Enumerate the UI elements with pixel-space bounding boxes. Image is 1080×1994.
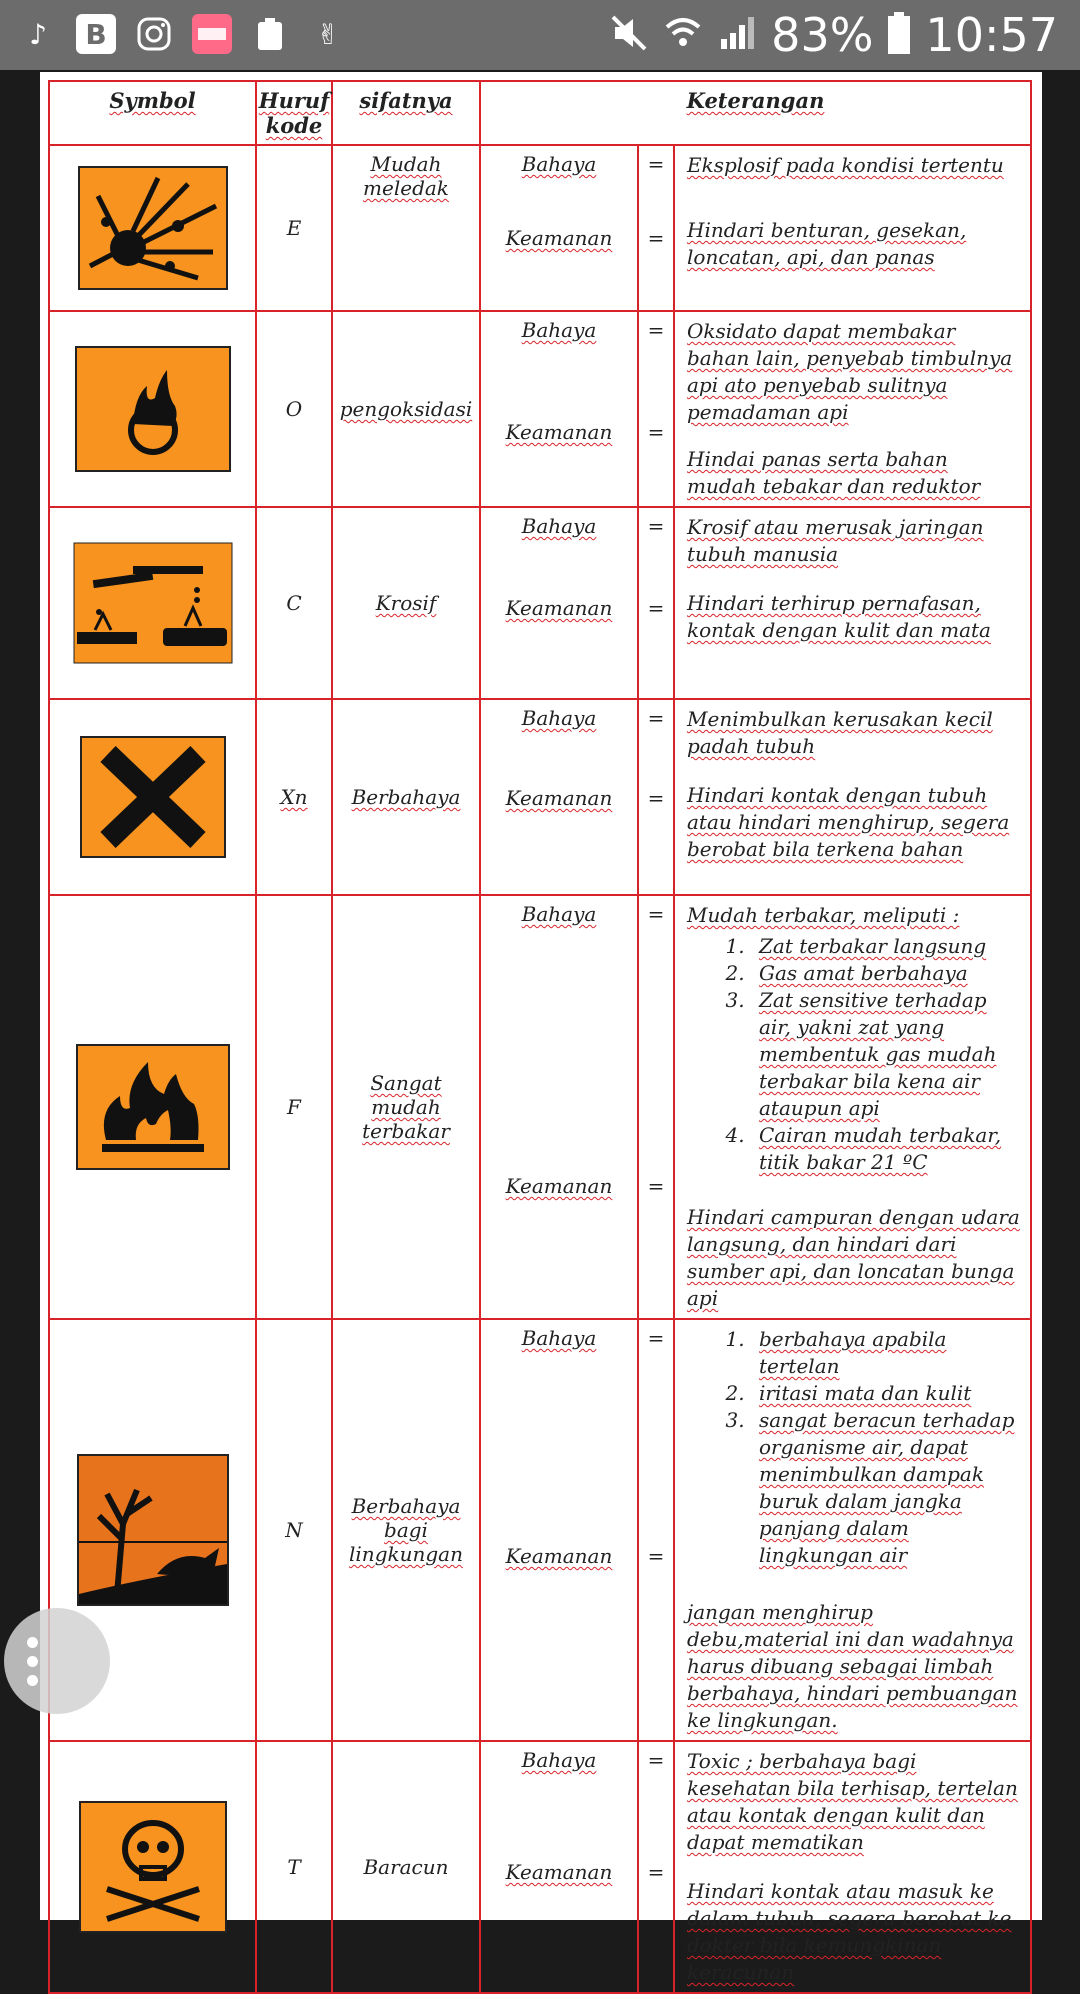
environment-hazard-list: 1. berbahaya apabila tertelan 2. iritasi mata dan kulit 3. sangat beracun terhadap organisme air, dapat menimbulkan dampak buruk dalam jangka panjang dalam lingkungan air bbox=[687, 1326, 1020, 1569]
more-vertical-icon bbox=[27, 1633, 38, 1690]
table-row bbox=[49, 1741, 1031, 1993]
desc-cell: Menimbulkan kerusakan kecil padah tubuh Hindari kontak dengan tubuh atau hindari menghirup, segera berobat bila terkena bahan bbox=[674, 699, 1031, 895]
wifi-icon bbox=[663, 13, 703, 57]
eq-cell: = = bbox=[638, 311, 674, 507]
code-cell: F bbox=[256, 895, 332, 1319]
symbol-cell bbox=[49, 507, 256, 699]
environment-icon bbox=[50, 1454, 255, 1606]
table-row bbox=[49, 507, 1031, 699]
table-row bbox=[49, 699, 1031, 895]
explosive-icon bbox=[50, 166, 255, 290]
label-cell: Bahaya Keamanan bbox=[480, 311, 638, 507]
flammable-icon bbox=[50, 1044, 255, 1170]
status-bar bbox=[0, 0, 1080, 70]
table-row bbox=[49, 145, 1031, 311]
nature-cell: pengoksidasi bbox=[332, 311, 480, 507]
nature-cell: Mudah meledak bbox=[332, 145, 480, 311]
code-cell: N bbox=[256, 1319, 332, 1741]
clock: 10:57 bbox=[925, 8, 1058, 62]
battery-icon bbox=[887, 12, 911, 58]
flammable-hazard-list: 1. Zat terbakar langsung 2. Gas amat berbahaya 3. Zat sensitive terhadap air, yakni zat yang membentuk gas mudah terbakar bila kena air ataupun api 4. Cairan mudah terbakar, titik bakar 21 ºC bbox=[687, 933, 1020, 1176]
nature-cell: Berbahaya bbox=[332, 699, 480, 895]
eq-cell: = = bbox=[638, 145, 674, 311]
eq-cell: = = bbox=[638, 699, 674, 895]
symbol-cell bbox=[49, 311, 256, 507]
eq-cell: = = bbox=[638, 1741, 674, 1993]
nature-cell: Krosif bbox=[332, 507, 480, 699]
code-cell: C bbox=[256, 507, 332, 699]
toxic-icon bbox=[50, 1801, 255, 1933]
header-code: Huruf kode bbox=[256, 81, 332, 145]
oxidizer-icon bbox=[50, 346, 255, 472]
label-cell: Bahaya Keamanan bbox=[480, 895, 638, 1319]
code-cell: E bbox=[256, 145, 332, 311]
eq-cell: = = bbox=[638, 507, 674, 699]
eq-cell: = = bbox=[638, 895, 674, 1319]
desc-cell: Oksidato dapat membakar bahan lain, penyebab timbulnya api ato penyebab sulitnya pemadaman api Hindai panas serta bahan mudah tebakar dan reduktor bbox=[674, 311, 1031, 507]
code-cell: T bbox=[256, 1741, 332, 1993]
clipboard-icon bbox=[250, 14, 290, 54]
header-nature: sifatnya bbox=[332, 81, 480, 145]
desc-cell: 1. berbahaya apabila tertelan 2. iritasi mata dan kulit 3. sangat beracun terhadap organisme air, dapat menimbulkan dampak buruk dalam jangka panjang dalam lingkungan air jangan menghirup debu,material ini dan wadahnya harus dibuang sebagai limbah berbahaya, hindari pembuangan ke lingkungan. bbox=[674, 1319, 1031, 1741]
label-cell: Bahaya Keamanan bbox=[480, 1741, 638, 1993]
music-note-icon: ♪ bbox=[29, 17, 47, 51]
eq-cell: = = bbox=[638, 1319, 674, 1741]
desc-cell: Toxic ; berbahaya bagi kesehatan bila terhisap, tertelan atau kontak dengan kulit dan dapat mematikan Hindari kontak atau masuk ke dalam tubuh, segera berobat ke dokter bila kemungkinan keracunan bbox=[674, 1741, 1031, 1993]
nature-cell: Berbahaya bagi lingkungan bbox=[332, 1319, 480, 1741]
corrosive-icon bbox=[50, 542, 255, 664]
signal-icon bbox=[717, 13, 757, 57]
harmful-icon bbox=[50, 736, 255, 858]
star-app-icon bbox=[192, 14, 232, 54]
instagram-icon bbox=[134, 14, 174, 54]
desc-cell: Krosif atau merusak jaringan tubuh manusia Hindari terhirup pernafasan, kontak dengan kulit dan mata bbox=[674, 507, 1031, 699]
document-page bbox=[40, 72, 1042, 1984]
victory-hand-icon: ✌ bbox=[316, 17, 340, 51]
table-row bbox=[49, 311, 1031, 507]
desc-cell: Eksplosif pada kondisi tertentu Hindari benturan, gesekan, loncatan, api, dan panas bbox=[674, 145, 1031, 311]
table-row bbox=[49, 895, 1031, 1319]
label-cell: Bahaya Keamanan bbox=[480, 507, 638, 699]
label-cell: Bahaya Keamanan bbox=[480, 145, 638, 311]
header-description: Keterangan bbox=[480, 81, 1031, 145]
hazard-table bbox=[48, 80, 1032, 1994]
symbol-cell bbox=[49, 699, 256, 895]
battery-percent: 83% bbox=[771, 8, 874, 62]
header-row bbox=[49, 81, 1031, 145]
header-symbol: Symbol bbox=[49, 81, 256, 145]
nature-cell: Sangat mudah terbakar bbox=[332, 895, 480, 1319]
code-cell: O bbox=[256, 311, 332, 507]
table-row bbox=[49, 1319, 1031, 1741]
b-app-icon: B bbox=[76, 14, 116, 54]
more-options-button[interactable] bbox=[4, 1608, 110, 1714]
symbol-cell bbox=[49, 895, 256, 1319]
nature-cell: Baracun bbox=[332, 1741, 480, 1993]
symbol-cell bbox=[49, 1741, 256, 1993]
code-cell: Xn bbox=[256, 699, 332, 895]
label-cell: Bahaya Keamanan bbox=[480, 699, 638, 895]
label-cell: Bahaya Keamanan bbox=[480, 1319, 638, 1741]
symbol-cell bbox=[49, 145, 256, 311]
mute-icon bbox=[609, 13, 649, 57]
desc-cell: Mudah terbakar, meliputi : 1. Zat terbakar langsung 2. Gas amat berbahaya 3. Zat sensitive terhadap air, yakni zat yang membentuk gas mudah terbakar bila kena air ataupun api 4. Cairan mudah terbakar, titik bakar 21 ºC Hindari campuran dengan udara langsung, dan hindari dari sumber api, dan loncatan bunga api bbox=[674, 895, 1031, 1319]
